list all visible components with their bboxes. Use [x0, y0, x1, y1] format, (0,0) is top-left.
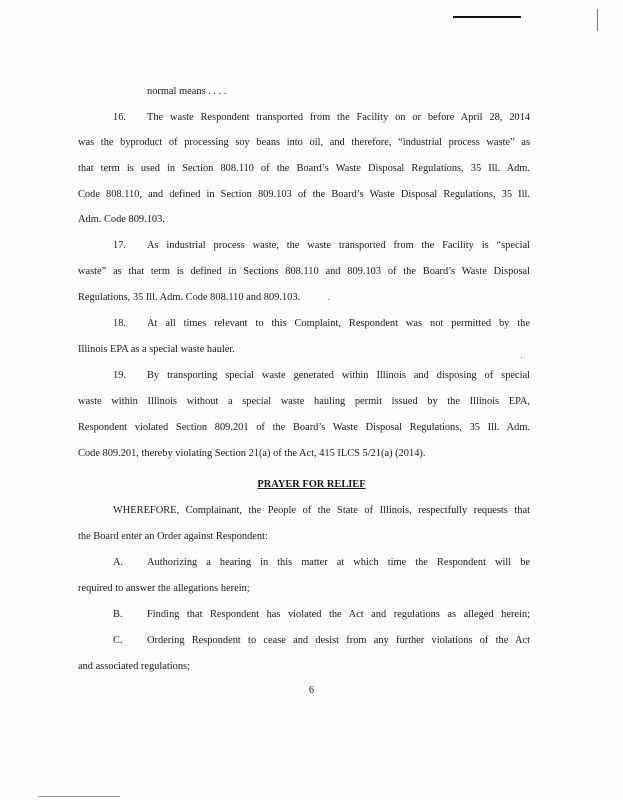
paragraph-number: 19. [113, 370, 126, 381]
list-marker: C. [113, 635, 123, 646]
text-line: Finding that Respondent has violated the Act and regulations as alleged herein; [147, 609, 530, 620]
paragraph-number: 16. [113, 112, 126, 123]
text-line: Illinois EPA as a special waste hauler. [78, 344, 235, 355]
text-line: Ordering Respondent to cease and desist from any further violations of the Act [147, 635, 530, 646]
text-line: the Board enter an Order against Respondent: [78, 531, 268, 542]
text-line: By transporting special waste generated within Illinois and disposing of special [147, 370, 530, 381]
text-line: Respondent violated Section 809.201 of the Board’s Waste Disposal Regulations, 35 Ill. Adm. [78, 422, 530, 433]
text-line: WHEREFORE, Complainant, the People of the State of Illinois, respectfully requests that [113, 505, 530, 516]
text-line: Code 808.110, and defined in Section 809.103 of the Board’s Waste Disposal Regulations, 35 Ill. [78, 189, 530, 200]
page-number: 6 [308, 685, 315, 696]
text-line: waste within Illinois without a special waste hauling permit issued by the Illinois EPA, [78, 396, 530, 407]
header-rule [453, 16, 521, 18]
text-line: waste” as that term is defined in Sections 808.110 and 809.103 of the Board’s Waste Disposal [78, 266, 530, 277]
text-line: Regulations, 35 Ill. Adm. Code 808.110 and 809.103. [78, 292, 301, 303]
text-line: As industrial process waste, the waste transported from the Facility is “special [147, 240, 530, 251]
scan-speck [328, 299, 329, 300]
text-line: that term is used in Section 808.110 of the Board’s Waste Disposal Regulations, 35 Ill. Adm. [78, 163, 530, 174]
text-line: The waste Respondent transported from the Facility on or before April 28, 2014 [147, 112, 530, 123]
paragraph-number: 17. [113, 240, 126, 251]
text-line: was the byproduct of processing soy beans into oil, and therefore, “industrial process waste” as [78, 137, 530, 148]
scan-speck [521, 357, 522, 358]
text-line: required to answer the allegations herein; [78, 583, 250, 594]
scan-speck [597, 9, 598, 31]
text-line: Code 809.201, thereby violating Section 21(a) of the Act, 415 ILCS 5/21(a) (2014). [78, 448, 426, 459]
text-line: normal means . . . . [147, 86, 227, 97]
list-marker: A. [113, 557, 124, 568]
footer-rule [38, 796, 120, 797]
text-line: Authorizing a hearing in this matter at which time the Respondent will be [147, 557, 530, 568]
text-line: At all times relevant to this Complaint, Respondent was not permitted by the [147, 318, 530, 329]
list-marker: B. [113, 609, 123, 620]
text-line: and associated regulations; [78, 661, 190, 672]
section-heading: PRAYER FOR RELIEF [257, 479, 366, 490]
text-line: Adm. Code 809.103. [78, 214, 165, 225]
paragraph-number: 18. [113, 318, 126, 329]
